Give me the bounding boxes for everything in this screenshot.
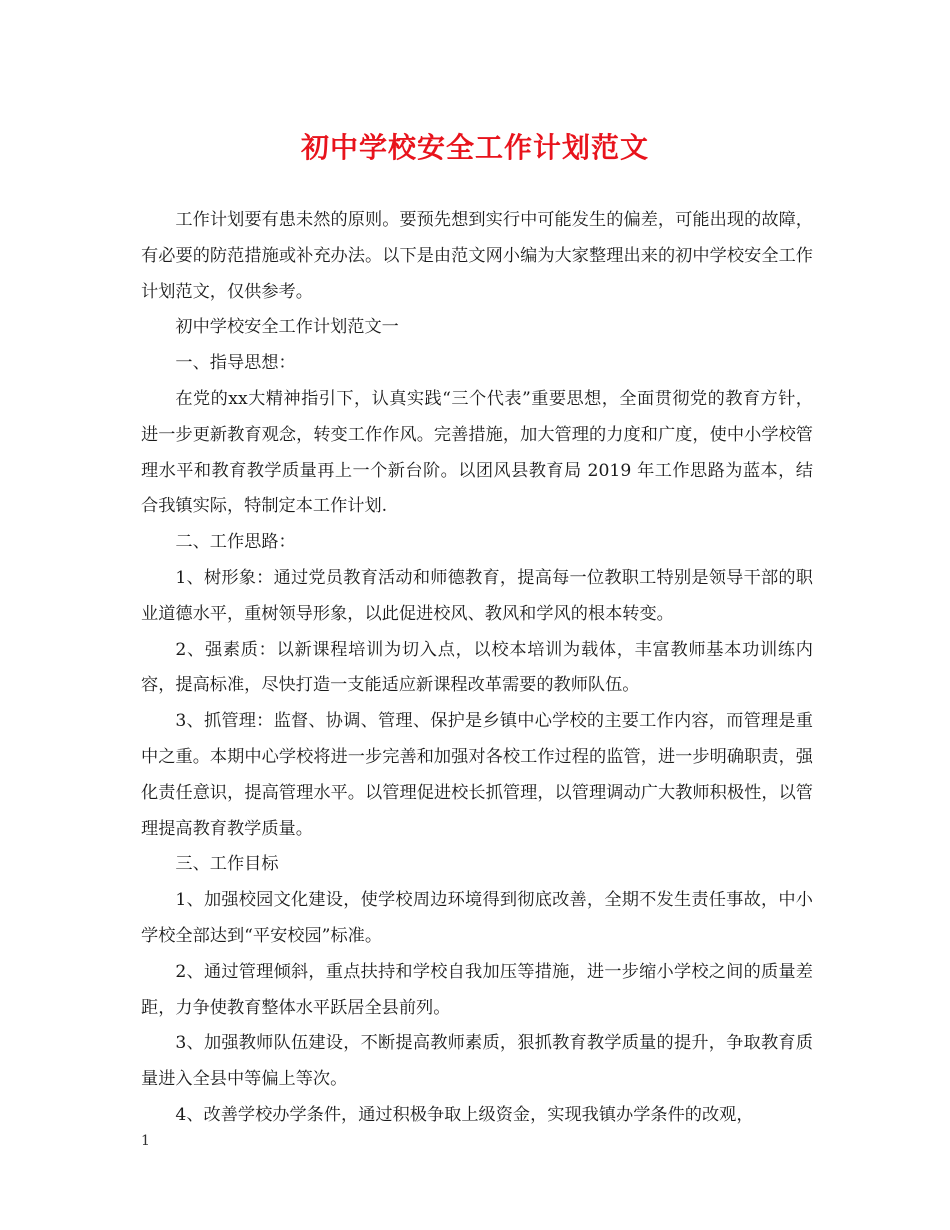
paragraph-approach-1: 1、树形象：通过党员教育活动和师德教育，提高每一位教职工特别是领导干部的职业道德水平，重树领导形象，以此促进校风、教风和学风的根本转变。: [141, 567, 813, 624]
section-heading-guiding-thought: 一、指导思想：: [175, 353, 296, 374]
page-number: 1: [141, 1133, 150, 1149]
paragraph-guiding-thought: 在党的xx大精神指引下，认真实践“三个代表”重要思想，全面贯彻党的教育方针，进一步更新教育观念，转变工作作风。完善措施，加大管理的力度和广度，使中小学校管理水平和教育教学质量再上一个新台阶。以团风县教育局 2019 年工作思路为蓝本，结合我镇实际，特制定本工作计划.: [141, 388, 813, 517]
document-title: 初中学校安全工作计划范文: [300, 131, 649, 164]
paragraph-approach-2: 2、强素质：以新课程培训为切入点，以校本培训为载体，丰富教师基本功训练内容，提高标准，尽快打造一支能适应新课程改革需要的教师队伍。: [141, 639, 813, 696]
paragraph-goal-3: 3、加强教师队伍建设，不断提高教师素质，狠抓教育教学质量的提升，争取教育质量进入全县中等偏上等次。: [141, 1033, 813, 1090]
paragraph-approach-3: 3、抓管理：监督、协调、管理、保护是乡镇中心学校的主要工作内容，而管理是重中之重。本期中心学校将进一步完善和加强对各校工作过程的监管，进一步明确职责，强化责任意识，提高管理水平。以管理促进校长抓管理，以管理调动广大教师积极性，以管理提高教育教学质量。: [141, 711, 813, 839]
section-heading-plan-one: 初中学校安全工作计划范文一: [175, 317, 399, 338]
section-heading-work-goals: 三、工作目标: [175, 854, 279, 875]
document-body: [141, 203, 813, 1134]
paragraph-goal-4: 4、改善学校办学条件，通过积极争取上级资金，实现我镇办学条件的改观，: [175, 1104, 754, 1125]
section-heading-work-approach: 二、工作思路：: [175, 532, 296, 553]
paragraph-goal-1: 1、加强校园文化建设，使学校周边环境得到彻底改善，全期不发生责任事故，中小学校全部达到“平安校园”标准。: [141, 890, 813, 946]
paragraph-intro: 工作计划要有患未然的原则。要预先想到实行中可能发生的偏差，可能出现的故障，有必要的防范措施或补充办法。以下是由范文网小编为大家整理出来的初中学校安全工作计划范文，仅供参考。: [141, 210, 813, 302]
paragraph-goal-2: 2、通过管理倾斜，重点扶持和学校自我加压等措施，进一步缩小学校之间的质量差距，力争使教育整体水平跃居全县前列。: [141, 961, 813, 1018]
